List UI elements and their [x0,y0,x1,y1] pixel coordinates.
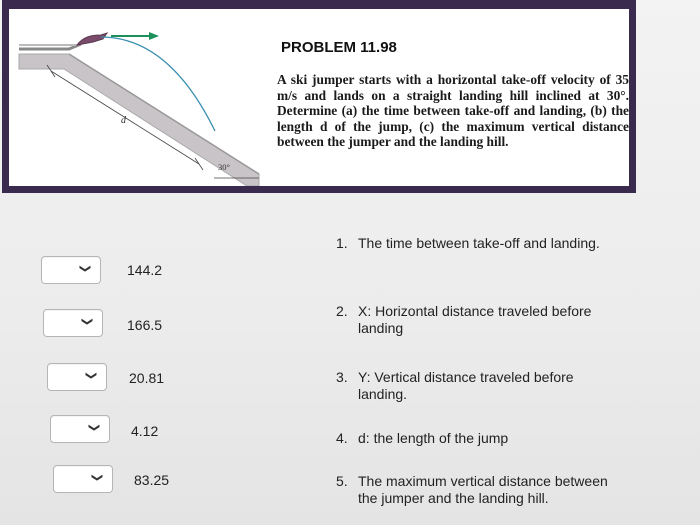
chevron-down-icon: ❯ [85,371,97,381]
answer-value-4: 4.12 [131,423,159,439]
question-text: The maximum vertical distance between the jumper and the landing hill. [358,473,608,506]
question-number: 1. [336,235,348,251]
velocity-arrowhead [149,32,159,40]
problem-statement: A ski jumper starts with a horizontal take-off velocity of 35 m/s and lands on a straight landing hill inclined at 30°. Determine (a) the time between take-off and landing, (b) the length d of the jump, (c) the maximum vertical distance between the jumper and the landing hill. [277,72,629,149]
angle-label: 30° [218,162,230,172]
answer-value-3: 20.81 [129,370,165,386]
answer-dropdown-3[interactable] [47,363,107,391]
problem-panel [2,0,636,193]
ski-jump-figure [9,9,269,186]
chevron-down-icon: ❯ [91,473,103,483]
chevron-down-icon: ❯ [79,264,91,274]
question-text: Y: Vertical distance traveled before landing. [358,369,574,402]
answer-dropdown-1[interactable] [41,256,101,284]
question-number: 4. [336,430,348,446]
chevron-down-icon: ❯ [81,317,93,327]
question-text: d: the length of the jump [358,430,509,446]
answer-value-1: 144.2 [127,262,163,278]
landing-hill-surface [69,54,259,174]
skier-icon [77,33,107,45]
question-number: 5. [336,473,348,489]
answer-dropdown-2[interactable] [43,309,103,337]
answer-dropdown-4[interactable] [50,415,110,443]
chevron-down-icon: ❯ [88,423,100,433]
question-text: X: Horizontal distance traveled before landing [358,303,592,336]
answer-dropdown-5[interactable] [53,465,113,493]
d-label: d [121,115,126,126]
question-number: 3. [336,369,348,385]
question-number: 2. [336,303,348,319]
answer-value-5: 83.25 [134,472,170,488]
question-text: The time between take-off and landing. [358,235,600,251]
problem-title: PROBLEM 11.98 [281,39,397,56]
answer-value-2: 166.5 [127,317,163,333]
